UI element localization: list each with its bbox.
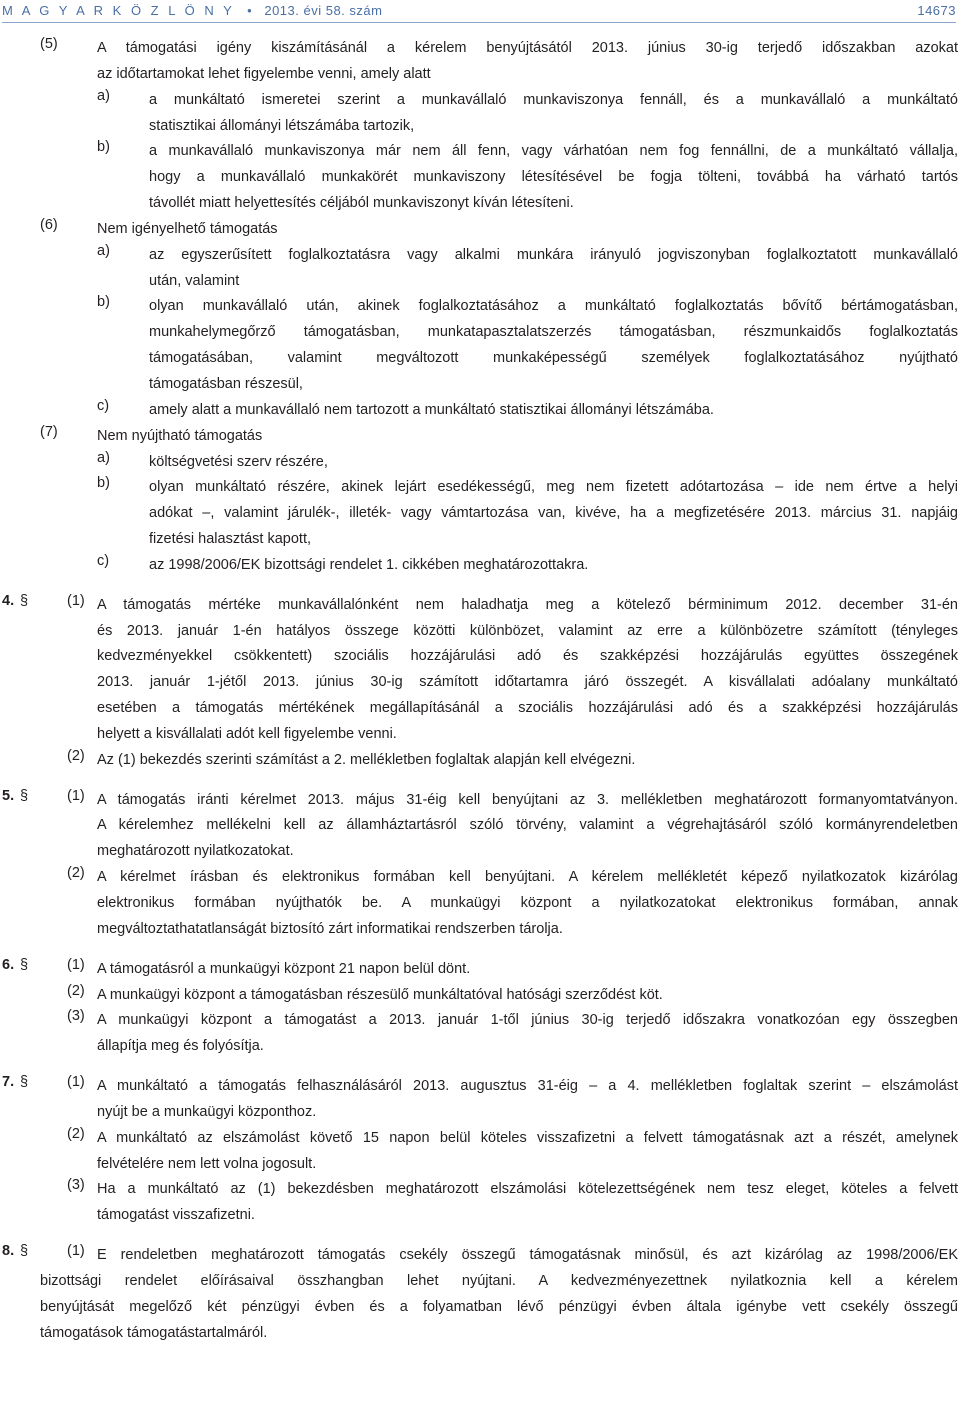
text-line: állapítja meg és folyósítja. xyxy=(97,1038,264,1055)
text-line: A támogatásról a munkaügyi központ 21 napon belül dönt. xyxy=(97,960,471,977)
text-line: A munkaügyi központ a támogatást a 2013. január 1-től június 30-ig terjedő időszakra vonatkozóan egy összegben xyxy=(97,1012,958,1029)
paragraph-para7 xyxy=(0,424,958,450)
section-number: 6. xyxy=(2,956,15,973)
text-line: fizetési halasztást kapott, xyxy=(149,531,311,548)
text-line: olyan munkáltató részére, akinek lejárt esedékességű, meg nem fizetett adótartozása – ide nem értve a helyi xyxy=(149,479,958,496)
section-paragraph xyxy=(0,865,958,943)
text-line: Nem igényelhető támogatás xyxy=(97,220,278,237)
section-spacer xyxy=(0,579,958,593)
item-letter: b) xyxy=(97,294,110,311)
text-line: Az (1) bekezdés szerinti számítást a 2. mellékletben foglaltak alapján kell elvégezni. xyxy=(97,751,636,768)
paragraph-number: (5) xyxy=(40,36,58,52)
paragraph-number: (3) xyxy=(67,1177,85,1194)
list-item xyxy=(0,243,958,295)
page-number: 14673 xyxy=(917,2,956,18)
section-paragraph xyxy=(0,1008,958,1060)
text-line: a munkavállaló munkaviszonya már nem áll fenn, vagy várhatóan nem fog fennállni, de a munkáltató vállalja, xyxy=(149,143,958,160)
paragraph-number: (2) xyxy=(67,865,85,882)
section-symbol: § xyxy=(20,592,29,609)
section-paragraph xyxy=(0,1177,958,1229)
section-paragraph xyxy=(0,983,958,1009)
section-number: 5. xyxy=(2,787,15,804)
paragraph-para6 xyxy=(0,217,958,243)
item-letter: a) xyxy=(97,87,110,104)
section-paragraph xyxy=(0,1074,958,1126)
section-number: 7. xyxy=(2,1074,15,1091)
text-line: elektronikus formában nyújthatók be. A munkaügyi központ a nyilatkozatokat elektronikus formában, annak xyxy=(97,895,958,911)
paragraph-number: (2) xyxy=(67,1125,85,1142)
section-paragraph xyxy=(0,788,958,866)
header-divider xyxy=(2,22,956,23)
item-letter: c) xyxy=(97,552,110,569)
paragraph-number: (1) xyxy=(67,1074,85,1091)
document-body xyxy=(0,36,958,1347)
text-line: Ha a munkáltató az (1) bekezdésben meghatározott elszámolási kötelezettségének nem tesz eleget, köteles a felvett xyxy=(97,1181,958,1198)
text-line: A kérelemhez mellékelni kell az államháztartásról szóló törvény, valamint a végrehajtásáról szóló kormányrendeletben xyxy=(97,817,958,834)
section-spacer xyxy=(0,774,958,788)
list-item xyxy=(0,139,958,217)
section-number: 4. xyxy=(2,592,15,609)
section-spacer xyxy=(0,943,958,957)
text-line: helyett a kisvállalati adót kell figyelembe venni. xyxy=(97,725,397,742)
list-item xyxy=(0,450,958,476)
issue-label: 2013. évi 58. szám xyxy=(264,2,383,18)
journal-title xyxy=(2,3,382,18)
journal-name: M A G Y A R K Ö Z L Ö N Y xyxy=(2,2,235,18)
text-line: A kérelmet írásban és elektronikus formában kell benyújtani. A kérelem mellékletét képező nyilatkozatok kizárólag xyxy=(97,869,958,886)
text-line: támogatásban részesül, xyxy=(149,375,303,392)
text-line: bizottsági rendelet előírásaival összhangban lehet nyújtani. A kedvezményezettnek nyilatkoznia kell a kérelem xyxy=(40,1272,958,1289)
section-8 xyxy=(0,1243,958,1346)
text-line: az 1998/2006/EK bizottsági rendelet 1. cikkében meghatározottakra. xyxy=(149,556,589,573)
section-paragraph xyxy=(0,957,958,983)
item-letter: b) xyxy=(97,139,110,156)
text-line: olyan munkavállaló után, akinek foglalkoztatásához a munkáltató foglalkoztatás bővítő bértámogatásban, xyxy=(149,298,958,315)
text-line: A munkaügyi központ a támogatásban részesülő munkáltatóval hatósági szerződést köt. xyxy=(97,986,663,1003)
text-line: költségvetési szerv részére, xyxy=(149,453,328,470)
section-symbol: § xyxy=(20,787,29,804)
text-line: esetében a támogatás mértékének megállapításánál a szociális hozzájárulási adó és a szakképzési hozzájárulás xyxy=(97,700,958,717)
list-item xyxy=(0,398,958,424)
paragraph-number: (3) xyxy=(67,1008,85,1025)
section-7 xyxy=(0,1074,958,1229)
list-item xyxy=(0,475,958,553)
text-line: megváltoztathatatlanságát biztosító zárt informatikai rendszerben tárolja. xyxy=(97,920,563,937)
text-line: statisztikai állományi létszámába tartozik, xyxy=(149,117,415,134)
text-line: E rendeletben meghatározott támogatás csekély összegű támogatásnak minősül, és azt kizárólag az 1998/2006/EK xyxy=(97,1247,958,1264)
text-line: A támogatás iránti kérelmet 2013. május 31-éig kell benyújtani az 3. mellékletben meghatározott formanyomtatványon. xyxy=(97,791,958,808)
text-line: kedvezményekkel csökkentett) szociális hozzájárulási adó és szakképzési hozzájárulás együttes összegének xyxy=(97,648,958,665)
text-line: felvételére nem lett volna jogosult. xyxy=(97,1155,317,1172)
text-line: amely alatt a munkavállaló nem tartozott a munkáltató statisztikai állományi létszámába. xyxy=(149,401,714,418)
text-line: A munkáltató a támogatás felhasználásáról 2013. augusztus 31-éig – a 4. mellékletben foglaltak szerint – elszámolást xyxy=(97,1078,958,1095)
list-item xyxy=(0,553,958,579)
text-line: után, valamint xyxy=(149,272,240,289)
section-symbol: § xyxy=(20,1243,29,1260)
text-line: A munkáltató az elszámolást követő 15 napon belül köteles visszafizetni a felvett támogatásnak azt a részét, amelynek xyxy=(97,1129,958,1146)
item-letter: a) xyxy=(97,242,110,259)
paragraph-para5 xyxy=(0,36,958,88)
section-paragraph xyxy=(0,748,958,774)
section-4 xyxy=(0,593,958,774)
paragraph-number: (1) xyxy=(67,956,85,973)
text-line: támogatást visszafizetni. xyxy=(97,1207,255,1224)
section-paragraph xyxy=(0,1126,958,1178)
text-line: A támogatás mértéke munkavállalónként nem haladhatja meg a kötelező bérminimum 2012. december 31-én xyxy=(97,596,958,613)
text-line: 2013. január 1-jétől 2013. június 30-ig számított időtartamra járó összegét. A kisvállalati adóalany munkáltató xyxy=(97,674,958,691)
text-line: és 2013. január 1-én hatályos összege közötti különbözet, valamint az erre a különbözetre számított (tényleges xyxy=(97,622,958,639)
section-paragraph xyxy=(0,593,958,748)
item-letter: b) xyxy=(97,475,110,492)
text-line: benyújtását megelőző két pénzügyi évben és a folyamatban lévő pénzügyi évben általa igénybe vett csekély összegű xyxy=(40,1298,958,1315)
paragraph-number: (6) xyxy=(40,216,58,233)
text-line: hogy a munkavállaló munkakörét munkaviszony létesítésével be fogja tölteni, továbbá ha várható tartós xyxy=(149,169,958,186)
paragraph-number: (1) xyxy=(67,787,85,804)
text-line: adókat –, valamint járulék-, illeték- vagy vámtartozása van, kivéve, ha a megfizetésére 2013. március 31. napjáig xyxy=(149,505,958,522)
section-symbol: § xyxy=(20,956,29,973)
text-line: Nem nyújtható támogatás xyxy=(97,427,263,444)
text-line: támogatások támogatástartalmáról. xyxy=(40,1324,268,1341)
text-line: az egyszerűsített foglalkoztatásra vagy alkalmi munkára irányuló jogviszonyban foglalkoztatott munkavállaló xyxy=(149,246,958,263)
paragraph-number: (7) xyxy=(40,423,58,440)
text-line: nyújt be a munkaügyi központhoz. xyxy=(97,1103,317,1120)
section-symbol: § xyxy=(20,1074,29,1091)
text-line: távollét miatt helyettesítés céljából munkaviszonyt kíván létesíteni. xyxy=(149,195,574,212)
item-letter: a) xyxy=(97,449,110,466)
text-line: támogatásában, valamint megváltozott munkaképességű személyek foglalkoztatásához nyújtható xyxy=(149,350,958,367)
text-line: munkahelymegőrző támogatásban, munkatapasztalatszerzés támogatásban, részmunkaidős foglalkoztatás xyxy=(149,324,958,341)
item-letter: c) xyxy=(97,397,110,414)
section-5 xyxy=(0,788,958,943)
section-6 xyxy=(0,957,958,1060)
section-spacer xyxy=(0,1229,958,1243)
header-bullet: • xyxy=(247,2,252,18)
section-paragraph xyxy=(0,1243,958,1346)
section-spacer xyxy=(0,1060,958,1074)
text-line: az időtartamokat lehet figyelembe venni, amely alatt xyxy=(97,65,431,82)
list-item xyxy=(0,88,958,140)
paragraph-number: (1) xyxy=(67,592,85,609)
section-number: 8. xyxy=(2,1243,15,1260)
paragraph-number: (2) xyxy=(67,982,85,999)
text-line: A támogatási igény kiszámításánál a kérelem benyújtásától 2013. június 30-ig terjedő időszakban azokat xyxy=(97,40,958,56)
paragraph-number: (1) xyxy=(67,1243,85,1260)
text-line: a munkáltató ismeretei szerint a munkavállaló munkaviszonya fennáll, és a munkavállaló a munkáltató xyxy=(149,91,958,108)
paragraph-number: (2) xyxy=(67,747,85,764)
list-item xyxy=(0,294,958,397)
page-header xyxy=(2,0,956,20)
text-line: meghatározott nyilatkozatokat. xyxy=(97,843,294,860)
